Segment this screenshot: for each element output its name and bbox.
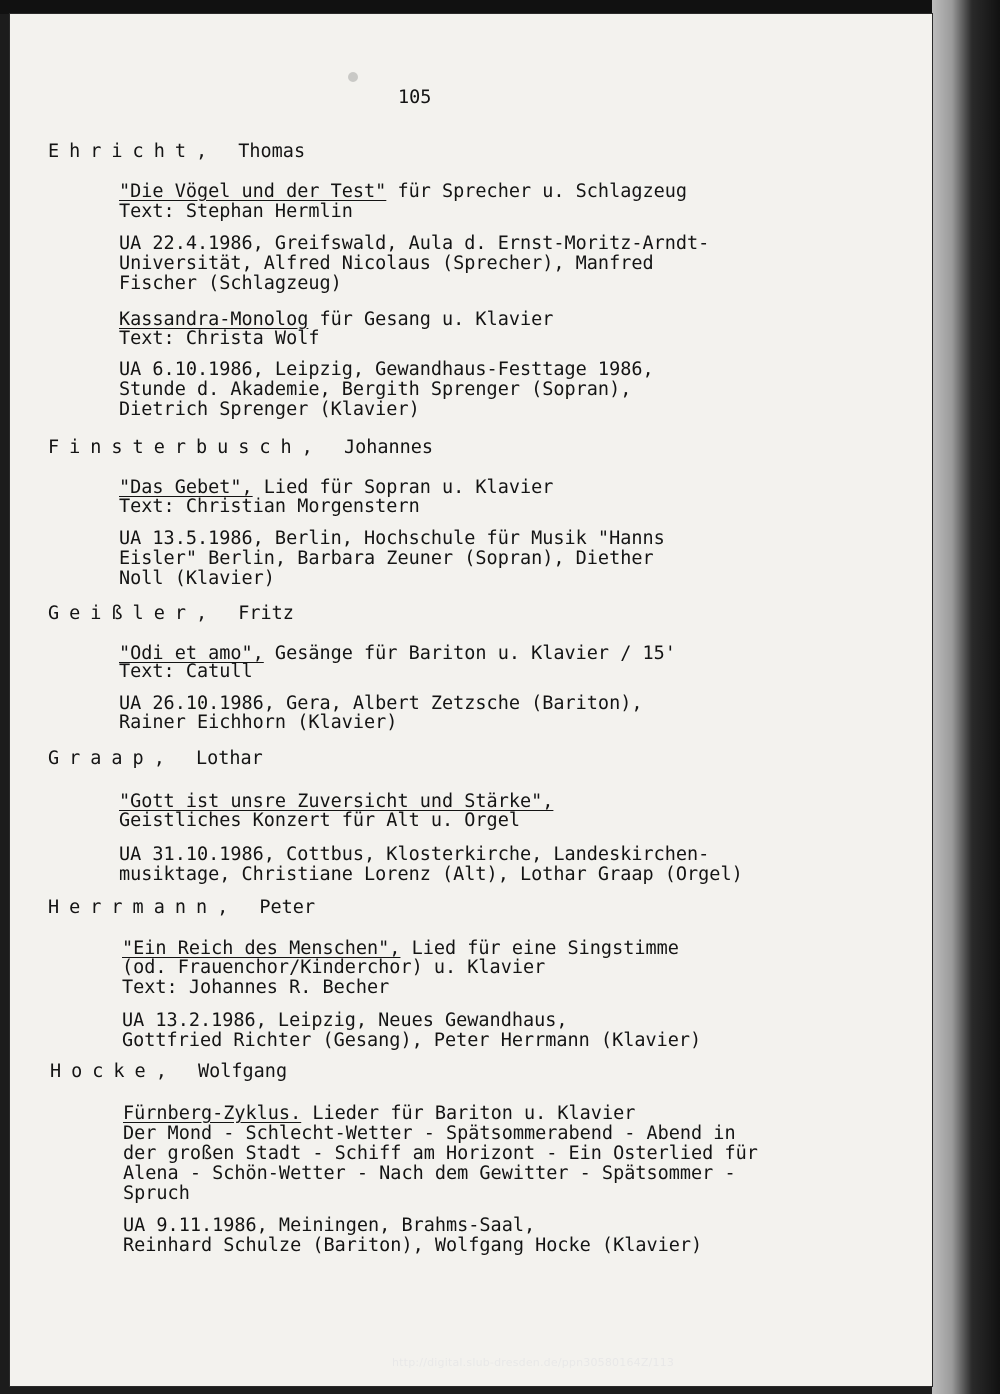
composer-surname: Geißler	[48, 603, 196, 624]
composer-given-name: Fritz	[238, 603, 294, 624]
work-description: für Gesang u. Klavier	[308, 309, 554, 330]
work-title: "Die Vögel und der Test"	[119, 181, 387, 202]
work-title-line	[119, 792, 553, 812]
composer-surname: Herrmann	[48, 897, 218, 918]
premiere-line: UA 6.10.1986, Leipzig, Gewandhaus-Festtage 1986,	[119, 359, 654, 380]
composer-given-name: Peter	[259, 897, 316, 918]
work-title: Fürnberg-Zyklus.	[123, 1103, 302, 1124]
work-title: "Das Gebet",	[119, 477, 253, 498]
work-title-line	[122, 939, 679, 959]
composer-heading: Finsterbusch, Johannes	[48, 437, 434, 458]
premiere-line: Gottfried Richter (Gesang), Peter Herrmann (Klavier)	[122, 1030, 702, 1051]
work-description: für Sprecher u. Schlagzeug	[386, 181, 688, 202]
scan-right-edge	[932, 0, 1000, 1394]
work-text-line: Text: Christian Morgenstern	[119, 496, 420, 517]
work-title-line	[119, 478, 553, 498]
premiere-line: UA 9.11.1986, Meiningen, Brahms-Saal,	[123, 1215, 536, 1236]
premiere-line: Fischer (Schlagzeug)	[119, 273, 342, 294]
work-description: Lied für eine Singstimme	[400, 938, 679, 959]
composer-surname: Hocke	[50, 1061, 156, 1082]
page-number: 105	[398, 87, 432, 108]
work-description: Lied für Sopran u. Klavier	[252, 477, 554, 498]
premiere-line: UA 31.10.1986, Cottbus, Klosterkirche, Landeskirchen-	[119, 844, 710, 865]
composer-heading: Ehricht, Thomas	[48, 141, 306, 162]
work-text-line: (od. Frauenchor/Kinderchor) u. Klavier	[122, 957, 546, 978]
composer-heading: Hocke, Wolfgang	[50, 1061, 288, 1082]
document-page	[10, 14, 932, 1386]
work-contents-line: Alena - Schön-Wetter - Nach dem Gewitter - Spätsommer -	[123, 1163, 736, 1184]
premiere-line: musiktage, Christiane Lorenz (Alt), Lothar Graap (Orgel)	[119, 864, 743, 885]
composer-heading: Herrmann, Peter	[48, 897, 316, 918]
composer-given-name: Thomas	[238, 141, 306, 162]
premiere-line: Noll (Klavier)	[119, 568, 275, 589]
work-text-line: Text: Catull	[119, 661, 253, 682]
premiere-line: Rainer Eichhorn (Klavier)	[119, 712, 398, 733]
premiere-line: UA 13.2.1986, Leipzig, Neues Gewandhaus,	[122, 1010, 568, 1031]
work-text-line: Geistliches Konzert für Alt u. Orgel	[119, 810, 520, 831]
work-title: "Gott ist unsre Zuversicht und Stärke",	[119, 791, 554, 812]
composer-given-name: Wolfgang	[197, 1061, 288, 1082]
premiere-line: UA 22.4.1986, Greifswald, Aula d. Ernst-Moritz-Arndt-	[119, 233, 710, 254]
work-title: "Odi et amo",	[119, 643, 264, 664]
premiere-line: Stunde d. Akademie, Bergith Sprenger (Sopran),	[119, 379, 632, 400]
scan-top-edge	[0, 0, 1000, 14]
work-title-line	[119, 182, 687, 202]
premiere-line: Reinhard Schulze (Bariton), Wolfgang Hocke (Klavier)	[123, 1235, 703, 1256]
work-text-line: Text: Stephan Hermlin	[119, 201, 353, 222]
premiere-line: UA 26.10.1986, Gera, Albert Zetzsche (Bariton),	[119, 693, 643, 714]
premiere-line: Universität, Alfred Nicolaus (Sprecher), Manfred	[119, 253, 654, 274]
work-title: Kassandra-Monolog	[119, 309, 309, 330]
composer-given-name: Lothar	[195, 748, 263, 769]
work-text-line: Text: Johannes R. Becher	[122, 977, 390, 998]
work-title-line	[119, 310, 553, 330]
work-description: Lieder für Bariton u. Klavier	[301, 1103, 636, 1124]
work-title: "Ein Reich des Menschen",	[122, 938, 401, 959]
premiere-line: UA 13.5.1986, Berlin, Hochschule für Musik "Hanns	[119, 528, 665, 549]
work-title-line	[123, 1104, 635, 1124]
work-text-line: Text: Christa Wolf	[119, 328, 320, 349]
premiere-line: Dietrich Sprenger (Klavier)	[119, 399, 420, 420]
composer-heading: Graap, Lothar	[48, 748, 263, 769]
work-contents-line: Der Mond - Schlecht-Wetter - Spätsommerabend - Abend in	[123, 1123, 736, 1144]
composer-surname: Ehricht	[48, 141, 196, 162]
scan-dot	[348, 72, 358, 82]
premiere-line: Eisler" Berlin, Barbara Zeuner (Sopran), Diether	[119, 548, 654, 569]
composer-given-name: Johannes	[343, 437, 434, 458]
work-description: Gesänge für Bariton u. Klavier / 15'	[263, 643, 676, 664]
composer-surname: Graap	[48, 748, 154, 769]
work-contents-line: Spruch	[123, 1183, 190, 1204]
composer-heading: Geißler, Fritz	[48, 603, 294, 624]
composer-surname: Finsterbusch	[48, 437, 302, 458]
source-url: http://digital.slub-dresden.de/ppn30580164Z/113	[392, 1356, 675, 1369]
work-contents-line: der großen Stadt - Schiff am Horizont - Ein Osterlied für	[123, 1143, 758, 1164]
